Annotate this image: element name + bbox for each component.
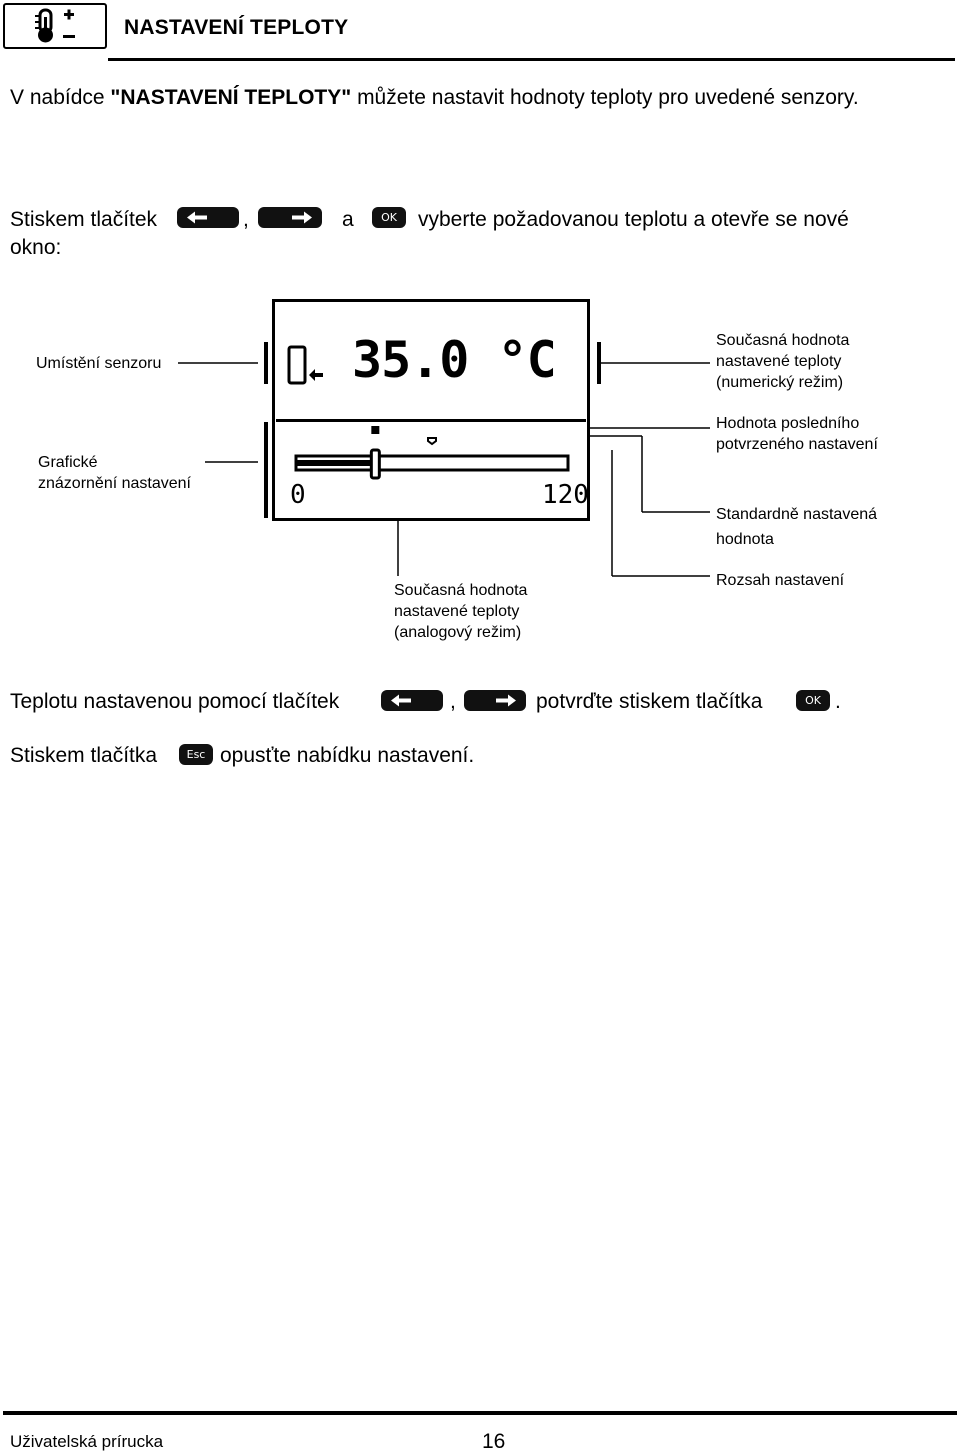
scale-handle xyxy=(371,450,379,478)
ok-key-2 xyxy=(796,690,830,711)
lcd-temperature: 35.0 °C xyxy=(352,331,556,389)
label-last-line2: potvrzeného nastavení xyxy=(716,436,878,453)
scale-last-confirmed-marker xyxy=(428,438,436,444)
scale-fill xyxy=(296,460,375,466)
instruction2-end: . xyxy=(835,690,841,713)
label-numeric-line1: Současná hodnota xyxy=(716,332,850,349)
ok-key-label: OK xyxy=(381,211,397,224)
label-analog-line1: Současná hodnota xyxy=(394,582,528,599)
lcd-scale xyxy=(276,422,586,518)
label-default-line2: hodnota xyxy=(716,531,774,548)
scale-current-marker xyxy=(371,426,379,434)
instruction2-middle: potvrďte stiskem tlačítka xyxy=(536,690,763,713)
left-arrow-key-icon xyxy=(381,690,443,711)
intro-suffix: můžete nastavit hodnoty teploty pro uvedené senzory. xyxy=(351,86,859,109)
instruction2-comma: , xyxy=(450,690,456,713)
label-sensor-location: Umístění senzoru xyxy=(36,355,162,372)
instruction3-suffix: opusťte nabídku nastavení. xyxy=(220,744,475,767)
label-analog-line3: (analogový režim) xyxy=(394,624,522,641)
menu-name: "NASTAVENÍ TEPLOTY" xyxy=(110,86,352,109)
label-analog-line2: nastavené teploty xyxy=(394,603,520,620)
esc-key-label: Esc xyxy=(186,748,206,761)
page-title: NASTAVENÍ TEPLOTY xyxy=(124,16,349,39)
left-key-2 xyxy=(381,690,443,711)
right-arrow-key-icon xyxy=(464,690,526,711)
ok-key-label: OK xyxy=(805,694,821,707)
instruction-line1-suffix: vyberte požadovanou teplotu a otevře se nové xyxy=(418,208,849,231)
label-default-line1: Standardně nastavená xyxy=(716,506,878,523)
label-graphic-line1: Grafické xyxy=(38,454,98,471)
instruction3-prefix: Stiskem tlačítka xyxy=(10,744,158,767)
instruction-line1-comma: , xyxy=(243,208,249,231)
page-number: 16 xyxy=(482,1430,506,1453)
footer-divider xyxy=(3,1411,957,1415)
sensor-arrow-icon xyxy=(287,345,327,387)
label-last-line1: Hodnota posledního xyxy=(716,415,860,432)
instruction-line1-prefix: Stiskem tlačítek xyxy=(10,208,158,231)
instruction2-prefix: Teplotu nastavenou pomocí tlačítek xyxy=(10,690,340,713)
intro-prefix: V nabídce xyxy=(10,86,111,109)
instruction-line2: okno: xyxy=(10,236,62,259)
label-range: Rozsah nastavení xyxy=(716,572,845,589)
lcd-range-max: 120 xyxy=(542,480,589,510)
lcd-range-min: 0 xyxy=(290,480,306,510)
right-key-2 xyxy=(464,690,526,711)
footer-manual-name: Uživatelská prírucka xyxy=(10,1432,164,1451)
label-numeric-line2: nastavené teploty xyxy=(716,353,842,370)
label-graphic-line2: znázornění nastavení xyxy=(38,475,191,492)
esc-key xyxy=(179,744,213,765)
label-numeric-line3: (numerický režim) xyxy=(716,374,844,391)
instruction-line1-and: a xyxy=(342,208,354,231)
